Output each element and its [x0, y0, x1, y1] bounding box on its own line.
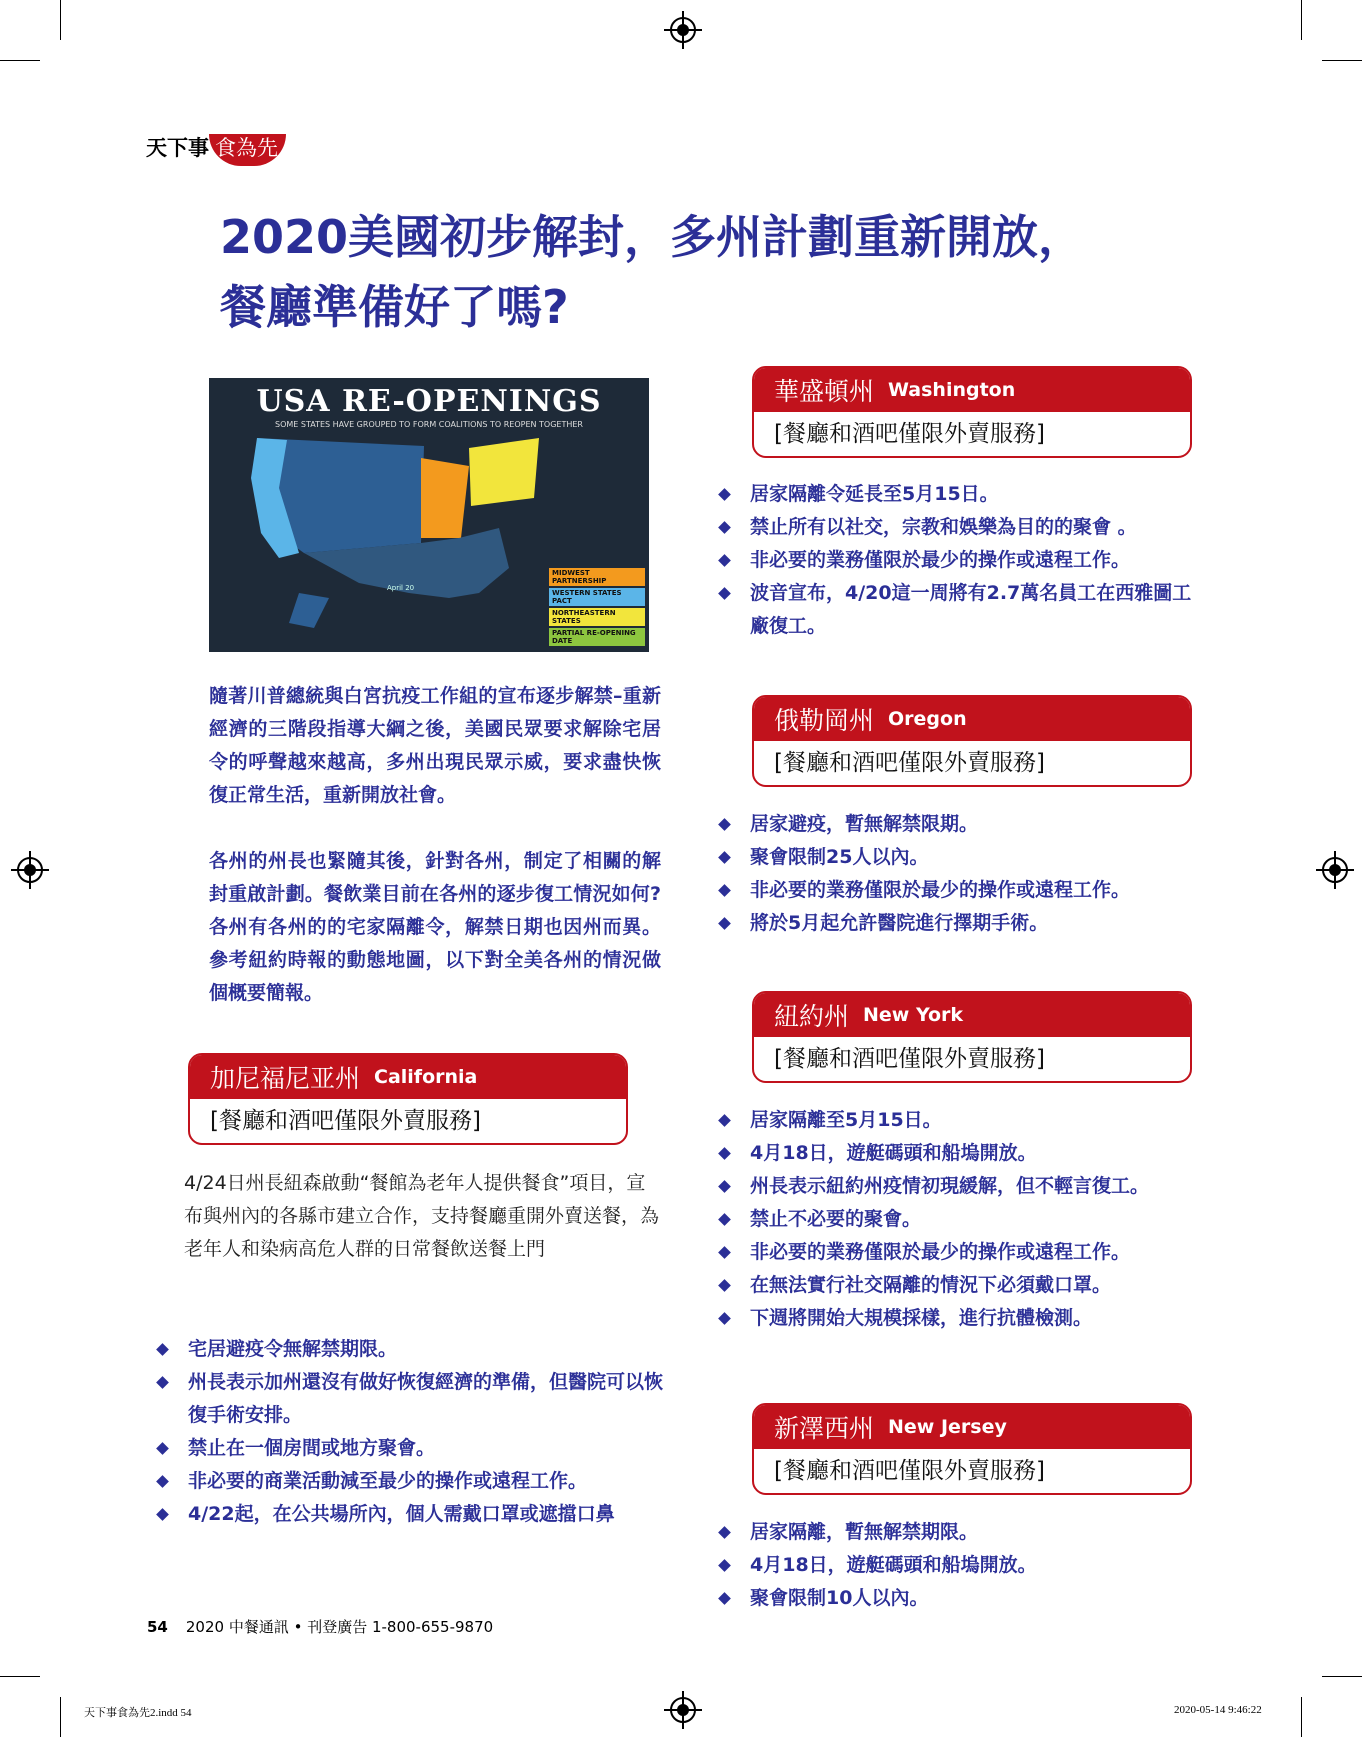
section-tag-lead: 天下事 — [146, 136, 209, 160]
list-item — [154, 1498, 674, 1531]
list-item — [716, 1269, 1196, 1302]
state-name-zh: 華盛頓州 — [774, 377, 875, 406]
map-legend — [549, 568, 645, 648]
list-item — [716, 1170, 1196, 1203]
list-item — [716, 874, 1196, 907]
list-item-text: 將於5月起允許醫院進行擇期手術。 — [750, 912, 1049, 934]
list-item — [716, 907, 1196, 940]
list-item-text: 非必要的業務僅限於最少的操作或遠程工作。 — [750, 879, 1131, 901]
registration-mark-left — [17, 857, 43, 883]
list-item — [716, 1302, 1196, 1335]
list-item-text: 下週將開始大規模採樣，進行抗體檢測。 — [750, 1307, 1093, 1329]
state-name-en: New York — [863, 1004, 964, 1026]
list-item-text: 居家隔離，暫無解禁期限。 — [750, 1521, 979, 1543]
list-item — [154, 1465, 674, 1498]
page-number: 54 — [147, 1618, 168, 1636]
list-item-text: 禁止在一個房間或地方聚會。 — [188, 1437, 436, 1459]
legend-item: PARTIAL RE-OPENING DATE — [549, 628, 645, 646]
list-item-text: 居家避疫，暫無解禁限期。 — [750, 813, 979, 835]
list-item-text: 波音宣布，4/20這一周將有2.7萬名員工在西雅圖工廠復工。 — [750, 582, 1192, 637]
legend-item: MIDWEST PARTNERSHIP — [549, 568, 645, 586]
state-name-en: New Jersey — [888, 1416, 1007, 1438]
intro-paragraph-1: 隨著川普總統與白宮抗疫工作組的宣布逐步解禁–重新經濟的三階段指導大綱之後，美國民眾要求解除宅居令的呼聲越來越高，多州出現民眾示威，要求盡快恢復正常生活，重新開放社會。 — [209, 685, 661, 806]
card-header — [754, 368, 1190, 412]
list-item-text: 聚會限制25人以內。 — [750, 846, 929, 868]
list-item — [716, 808, 1196, 841]
crop-mark — [0, 60, 40, 61]
state-name-en: Oregon — [888, 708, 967, 730]
list-item-text: 聚會限制10人以內。 — [750, 1587, 929, 1609]
california-bullets — [154, 1333, 674, 1531]
state-card-california — [188, 1053, 628, 1145]
footer-text: 2020 中餐通訊 • 刊登廣告 1-800-655-9870 — [185, 1618, 494, 1636]
card-header — [190, 1055, 626, 1099]
card-subtitle: [餐廳和酒吧僅限外賣服務] — [210, 1108, 481, 1134]
page-title-line1: 2020美國初步解封，多州計劃重新開放， — [220, 210, 1085, 264]
washington-bullets — [716, 478, 1196, 643]
map-title: USA RE-OPENINGS — [256, 384, 602, 419]
state-name-zh: 加尼福尼亚州 — [210, 1064, 361, 1093]
map-subtitle: SOME STATES HAVE GROUPED TO FORM COALITIONS TO REOPEN TOGETHER — [275, 420, 583, 429]
list-item — [154, 1333, 674, 1366]
page-footer — [147, 1616, 493, 1637]
list-item — [716, 511, 1196, 544]
slug-right: 2020-05-14 9:46:22 — [1174, 1704, 1262, 1716]
intro-paragraph-2: 各州的州長也緊隨其後，針對各州，制定了相關的解封重啟計劃。餐飲業目前在各州的逐步復工情況如何? 各州有各州的的宅家隔離令，解禁日期也因州而異。參考紐約時報的動態地圖，以下對全美各州的情況做個概要簡報。 — [209, 850, 661, 1004]
page-title-line2: 餐廳準備好了嗎? — [220, 280, 569, 334]
legend-item: NORTHEASTERN STATES — [549, 608, 645, 626]
list-item — [716, 1104, 1196, 1137]
list-item-text: 居家隔離令延長至5月15日。 — [750, 483, 999, 505]
state-name-en: Washington — [888, 379, 1016, 401]
card-subtitle: [餐廳和酒吧僅限外賣服務] — [774, 750, 1045, 776]
list-item — [716, 1516, 1196, 1549]
oregon-bullets — [716, 808, 1196, 940]
section-tag-bowl: 食為先 — [209, 134, 286, 166]
list-item — [716, 544, 1196, 577]
list-item-text: 非必要的業務僅限於最少的操作或遠程工作。 — [750, 1241, 1131, 1263]
list-item-text: 4月18日，遊艇碼頭和船塢開放。 — [750, 1142, 1037, 1164]
registration-mark-right — [1322, 857, 1348, 883]
list-item-text: 非必要的商業活動減至最少的操作或遠程工作。 — [188, 1470, 588, 1492]
card-header — [754, 993, 1190, 1037]
map-date-label: April 20 — [387, 584, 415, 592]
state-name-zh: 新澤西州 — [774, 1414, 875, 1443]
card-header — [754, 1405, 1190, 1449]
state-card-oregon — [752, 695, 1192, 787]
crop-mark — [1322, 60, 1362, 61]
list-item-text: 州長表示加州還沒有做好恢復經濟的準備，但醫院可以恢復手術安排。 — [188, 1371, 664, 1426]
list-item-text: 州長表示紐約州疫情初現緩解，但不輕言復工。 — [750, 1175, 1150, 1197]
list-item-text: 4月18日，遊艇碼頭和船塢開放。 — [750, 1554, 1037, 1576]
usa-reopenings-map — [209, 378, 649, 652]
list-item — [716, 478, 1196, 511]
card-header — [754, 697, 1190, 741]
california-note: 4/24日州長紐森啟動“餐館為老年人提供餐食”項目，宣布與州內的各縣市建立合作，支持餐廳重開外賣送餐，為老年人和染病高危人群的日常餐飲送餐上門 — [184, 1172, 660, 1260]
list-item-text: 4/22起，在公共場所內，個人需戴口罩或遮擋口鼻 — [188, 1503, 615, 1525]
state-card-new-jersey — [752, 1403, 1192, 1495]
list-item — [154, 1366, 674, 1432]
list-item-text: 禁止所有以社交，宗教和娛樂為目的的聚會 。 — [750, 516, 1137, 538]
card-subtitle: [餐廳和酒吧僅限外賣服務] — [774, 1046, 1045, 1072]
crop-mark — [1301, 0, 1302, 40]
list-item-text: 禁止不必要的聚會。 — [750, 1208, 922, 1230]
state-card-new-york — [752, 991, 1192, 1083]
slug-left: 天下事食為先2.indd 54 — [84, 1707, 192, 1719]
registration-mark-top — [670, 17, 696, 43]
list-item — [716, 1236, 1196, 1269]
crop-mark — [1322, 1676, 1362, 1677]
state-name-zh: 紐約州 — [774, 1002, 850, 1031]
list-item — [716, 1137, 1196, 1170]
list-item-text: 在無法實行社交隔離的情況下必須戴口罩。 — [750, 1274, 1112, 1296]
card-subtitle: [餐廳和酒吧僅限外賣服務] — [774, 1458, 1045, 1484]
list-item — [716, 1549, 1196, 1582]
crop-mark — [60, 1697, 61, 1737]
page-title — [220, 202, 1220, 342]
crop-mark — [0, 1676, 40, 1677]
new-jersey-bullets — [716, 1516, 1196, 1615]
list-item — [716, 1582, 1196, 1615]
list-item — [716, 577, 1196, 643]
legend-item: WESTERN STATES PACT — [549, 588, 645, 606]
section-tag — [146, 132, 286, 166]
crop-mark — [1301, 1697, 1302, 1737]
list-item — [716, 841, 1196, 874]
crop-mark — [60, 0, 61, 40]
new-york-bullets — [716, 1104, 1196, 1335]
list-item-text: 宅居避疫令無解禁期限。 — [188, 1338, 398, 1360]
list-item-text: 居家隔離至5月15日。 — [750, 1109, 942, 1131]
card-subtitle: [餐廳和酒吧僅限外賣服務] — [774, 421, 1045, 447]
list-item — [154, 1432, 674, 1465]
list-item-text: 非必要的業務僅限於最少的操作或遠程工作。 — [750, 549, 1131, 571]
state-card-washington — [752, 366, 1192, 458]
state-name-zh: 俄勒岡州 — [774, 706, 875, 735]
registration-mark-bottom — [670, 1697, 696, 1723]
state-name-en: California — [374, 1066, 478, 1088]
list-item — [716, 1203, 1196, 1236]
